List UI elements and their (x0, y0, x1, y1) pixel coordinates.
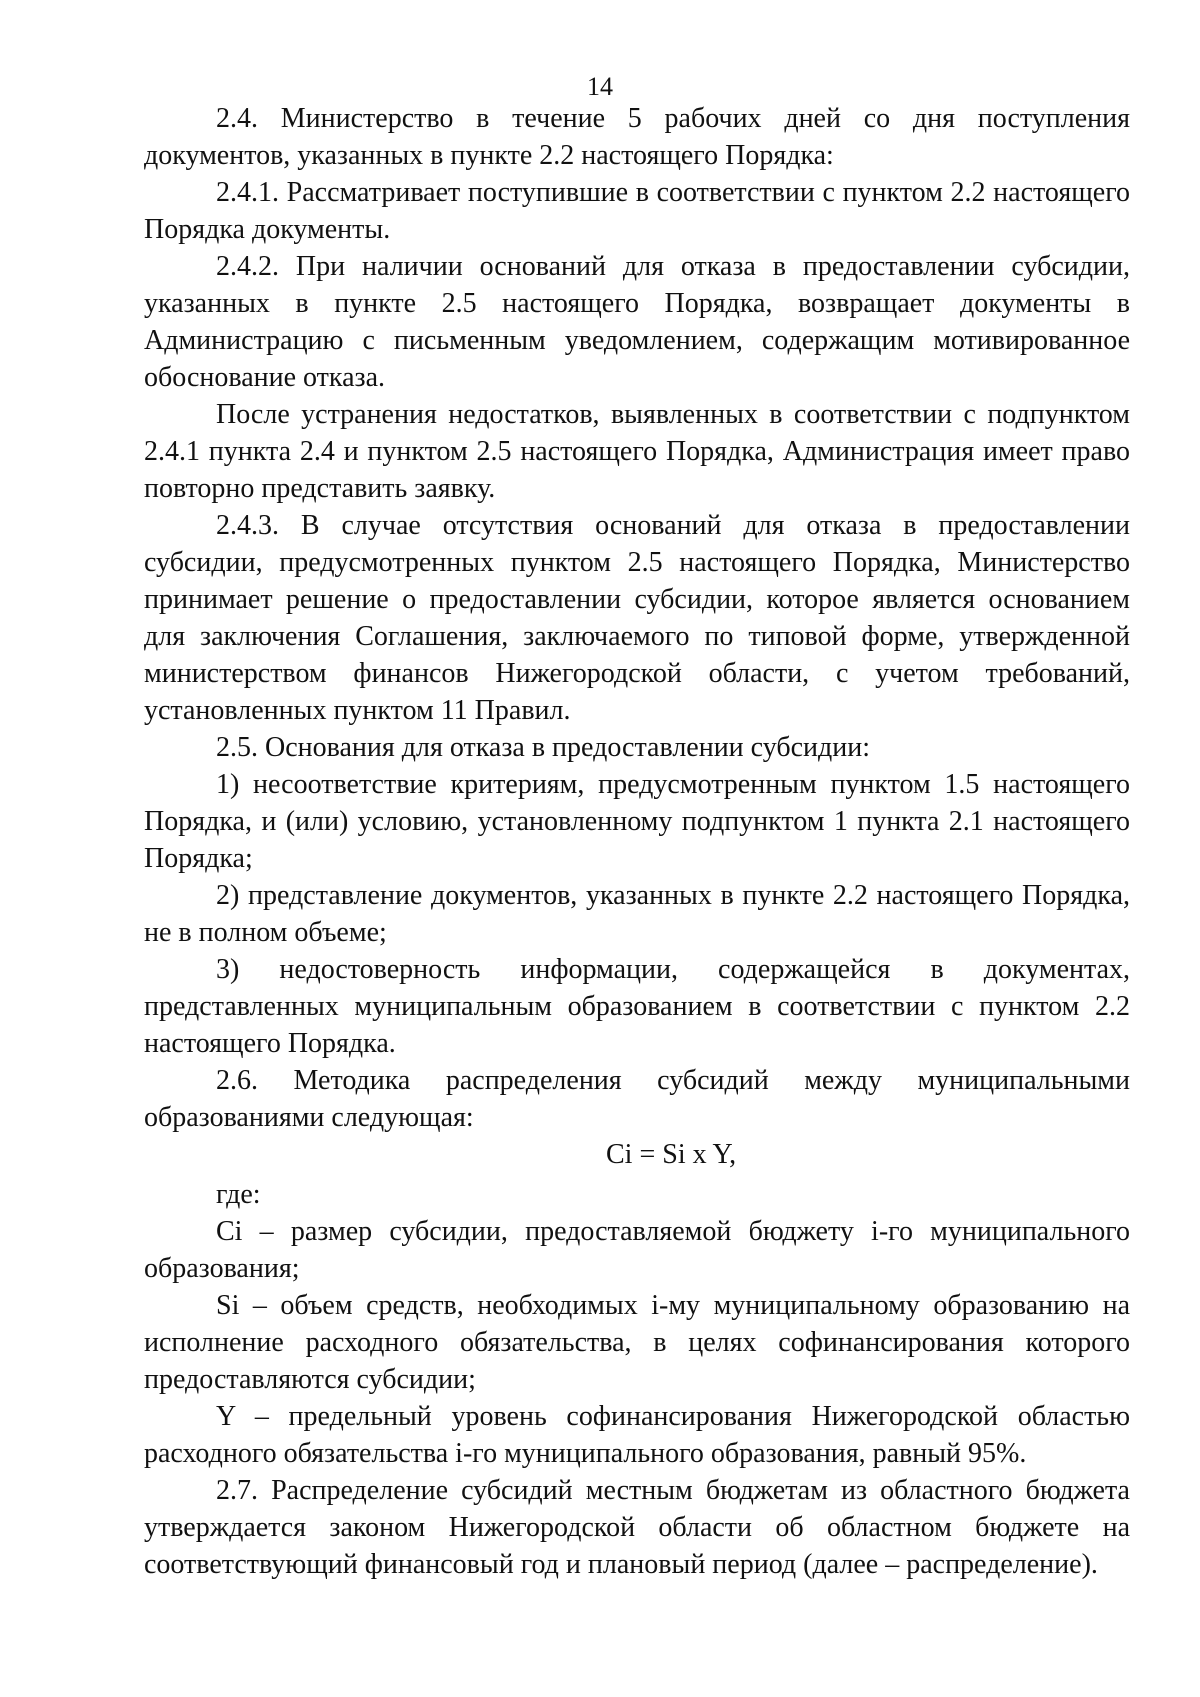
page-number: 14 (587, 72, 613, 101)
list-item-1: 1) несоответствие критериям, предусмотренным пунктом 1.5 настоящего Порядка, и (или) условию, установленному подпунктом 1 пункта 2.1 настоящего Порядка; (144, 769, 1130, 874)
paragraph-2-7: 2.7. Распределение субсидий местным бюджетам из областного бюджета утверждается законом Нижегородской области об областном бюджете на соответствующий финансовый год и плановый период (далее – распределение). (144, 1475, 1130, 1580)
paragraph-2-5: 2.5. Основания для отказа в предоставлении субсидии: (216, 732, 871, 763)
paragraph-2-4-1: 2.4.1. Рассматривает поступившие в соответствии с пунктом 2.2 настоящего Порядка документы. (144, 177, 1130, 245)
paragraph-2-4-2: 2.4.2. При наличии оснований для отказа в предоставлении субсидии, указанных в пункте 2.5 настоящего Порядка, возвращает документы в Администрацию с письменным уведомлением, содержащим мотивированное обоснование отказа. (144, 251, 1130, 393)
formula: Ci = Si x Y, (606, 1139, 737, 1170)
paragraph-resubmission: После устранения недостатков, выявленных в соответствии с подпунктом 2.4.1 пункта 2.4 и пунктом 2.5 настоящего Порядка, Администрация имеет право повторно представить заявку. (144, 399, 1130, 504)
definition-si: Si – объем средств, необходимых i-му муниципальному образованию на исполнение расходного обязательства, в целях софинансирования которого предоставляются субсидии; (144, 1290, 1130, 1395)
document-body (144, 100, 1130, 1583)
paragraph-2-4: 2.4. Министерство в течение 5 рабочих дней со дня поступления документов, указанных в пункте 2.2 настоящего Порядка: (144, 103, 1130, 171)
definition-ci: Ci – размер субсидии, предоставляемой бюджету i-го муниципального образования; (144, 1216, 1130, 1284)
paragraph-2-6: 2.6. Методика распределения субсидий между муниципальными образованиями следующая: (144, 1065, 1130, 1133)
definition-y: Y – предельный уровень софинансирования Нижегородской областью расходного обязательства i-го муниципального образования, равный 95%. (144, 1401, 1130, 1469)
list-item-3: 3) недостоверность информации, содержащейся в документах, представленных муниципальным образованием в соответствии с пунктом 2.2 настоящего Порядка. (144, 954, 1130, 1059)
where-label: где: (216, 1179, 261, 1210)
paragraph-2-4-3: 2.4.3. В случае отсутствия оснований для отказа в предоставлении субсидии, предусмотренных пунктом 2.5 настоящего Порядка, Министерство принимает решение о предоставлении субсидии, которое является основанием для заключения Соглашения, заключаемого по типовой форме, утвержденной министерством финансов Нижегородской области, с учетом требований, установленных пунктом 11 Правил. (144, 510, 1130, 726)
list-item-2: 2) представление документов, указанных в пункте 2.2 настоящего Порядка, не в полном объеме; (144, 880, 1130, 948)
